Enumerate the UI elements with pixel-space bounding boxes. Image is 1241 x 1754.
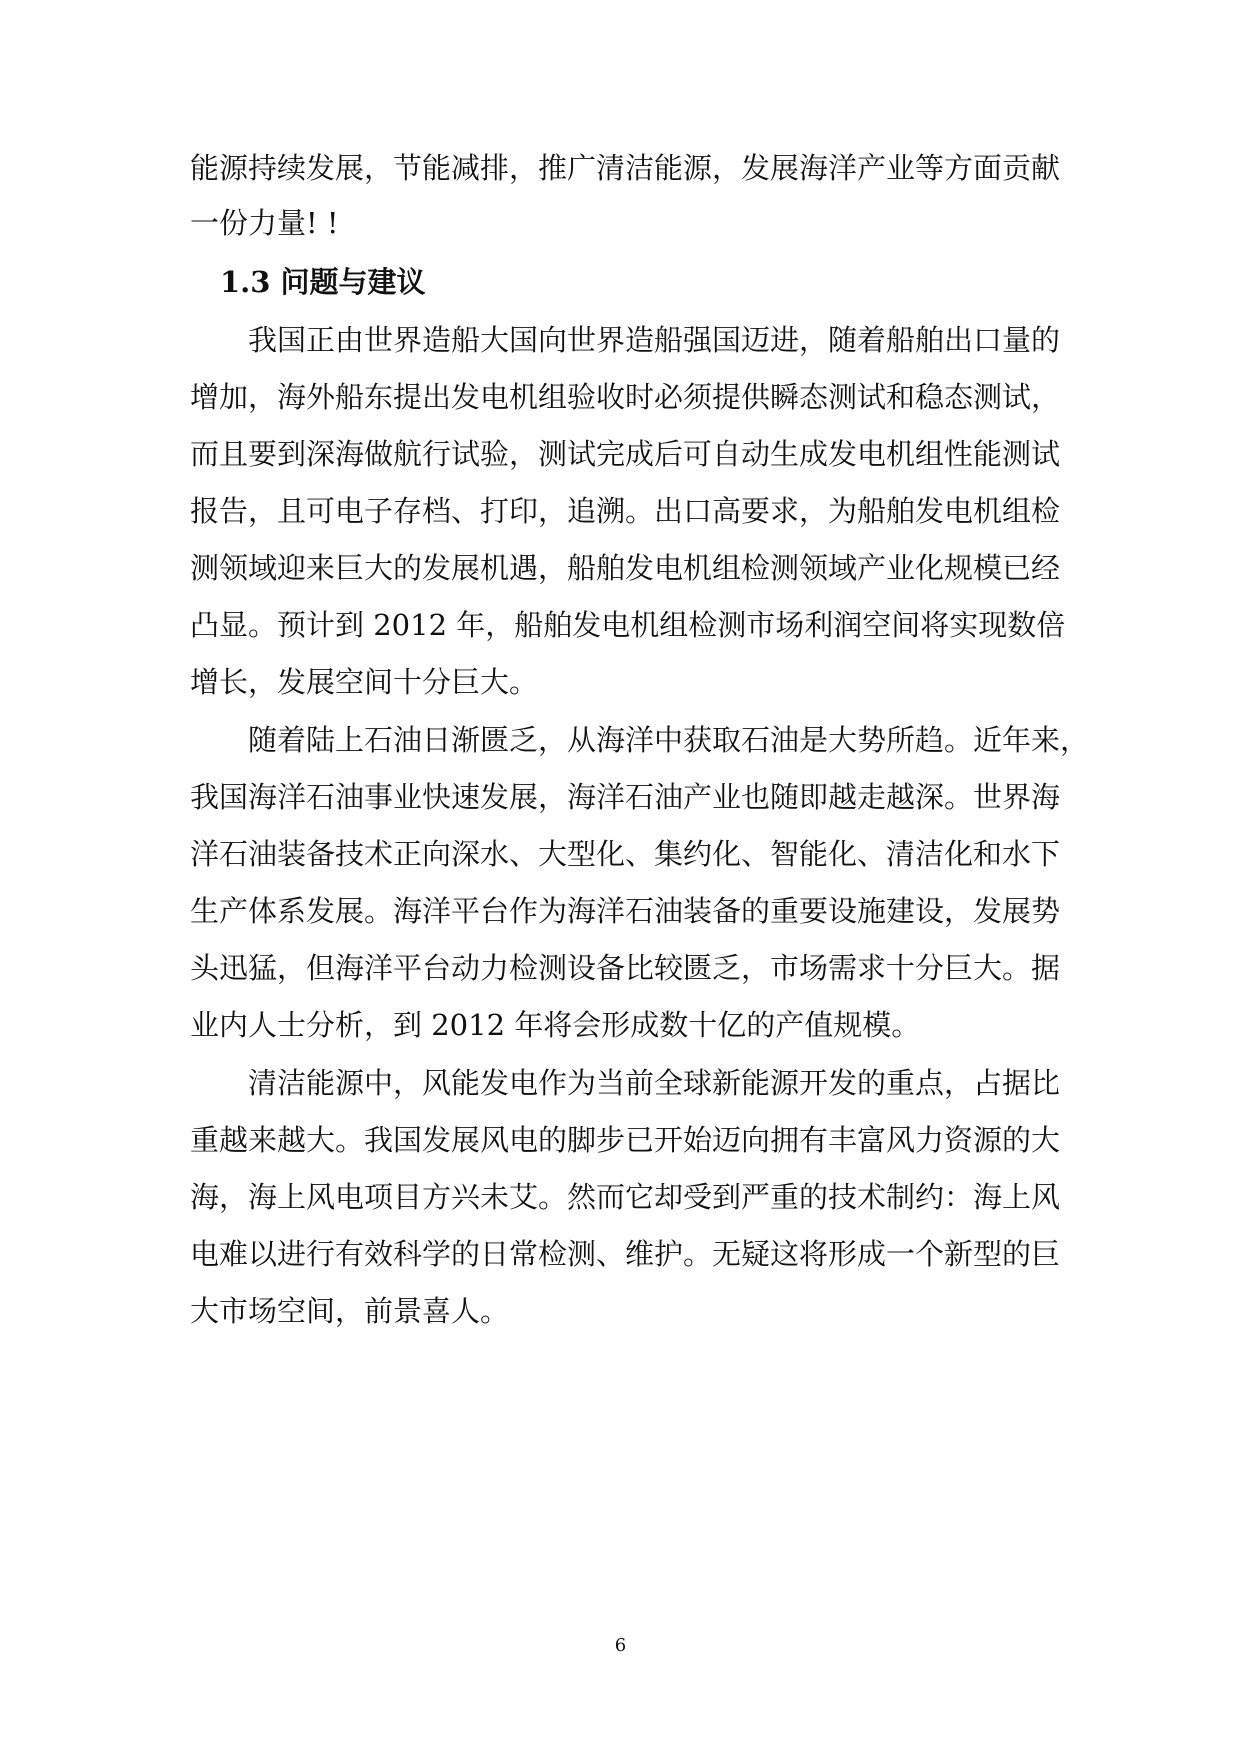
body-text-line: 我国正由世界造船大国向世界造船强国迈进，随着船舶出口量的 — [248, 323, 1061, 357]
body-text-line: 增长，发展空间十分巨大。 — [190, 665, 539, 699]
body-text-line: 凸显。预计到 2012 年，船舶发电机组检测市场利润空间将实现数倍 — [190, 608, 1066, 642]
page-number: 6 — [614, 1635, 627, 1656]
body-text-line: 一份力量! ! — [190, 206, 339, 240]
body-text-line: 头迅猛，但海洋平台动力检测设备比较匮乏，市场需求十分巨大。据 — [190, 951, 1061, 985]
body-text-line: 洋石油装备技术正向深水、大型化、集约化、智能化、清洁化和水下 — [190, 837, 1061, 871]
body-text-line: 清洁能源中，风能发电作为当前全球新能源开发的重点，占据比 — [248, 1066, 1061, 1100]
body-text-line: 报告，且可电子存档、打印，追溯。出口高要求，为船舶发电机组检 — [190, 494, 1061, 528]
body-text-line: 生产体系发展。海洋平台作为海洋石油装备的重要设施建设，发展势 — [190, 894, 1061, 928]
body-text-line: 我国海洋石油事业快速发展，海洋石油产业也随即越走越深。世界海 — [190, 780, 1061, 814]
body-text-line: 而且要到深海做航行试验，测试完成后可自动生成发电机组性能测试 — [190, 437, 1061, 471]
body-text-line: 增加，海外船东提出发电机组验收时必须提供瞬态测试和稳态测试， — [190, 380, 1061, 414]
body-text-line: 能源持续发展，节能减排，推广清洁能源，发展海洋产业等方面贡献 — [190, 151, 1061, 185]
body-text-line: 业内人士分析，到 2012 年将会形成数十亿的产值规模。 — [190, 1008, 921, 1042]
body-text-line: 电难以进行有效科学的日常检测、维护。无疑这将形成一个新型的巨 — [190, 1237, 1061, 1271]
body-text-line: 海，海上风电项目方兴未艾。然而它却受到严重的技术制约：海上风 — [190, 1180, 1061, 1214]
section-heading: 1.3 问题与建议 — [220, 265, 426, 299]
body-text-line: 随着陆上石油日渐匮乏，从海洋中获取石油是大势所趋。近年来， — [248, 723, 1090, 757]
body-text-line: 测领域迎来巨大的发展机遇，船舶发电机组检测领域产业化规模已经 — [190, 551, 1061, 585]
body-text-line: 重越来越大。我国发展风电的脚步已开始迈向拥有丰富风力资源的大 — [190, 1123, 1061, 1157]
body-text-line: 大市场空间，前景喜人。 — [190, 1294, 510, 1328]
